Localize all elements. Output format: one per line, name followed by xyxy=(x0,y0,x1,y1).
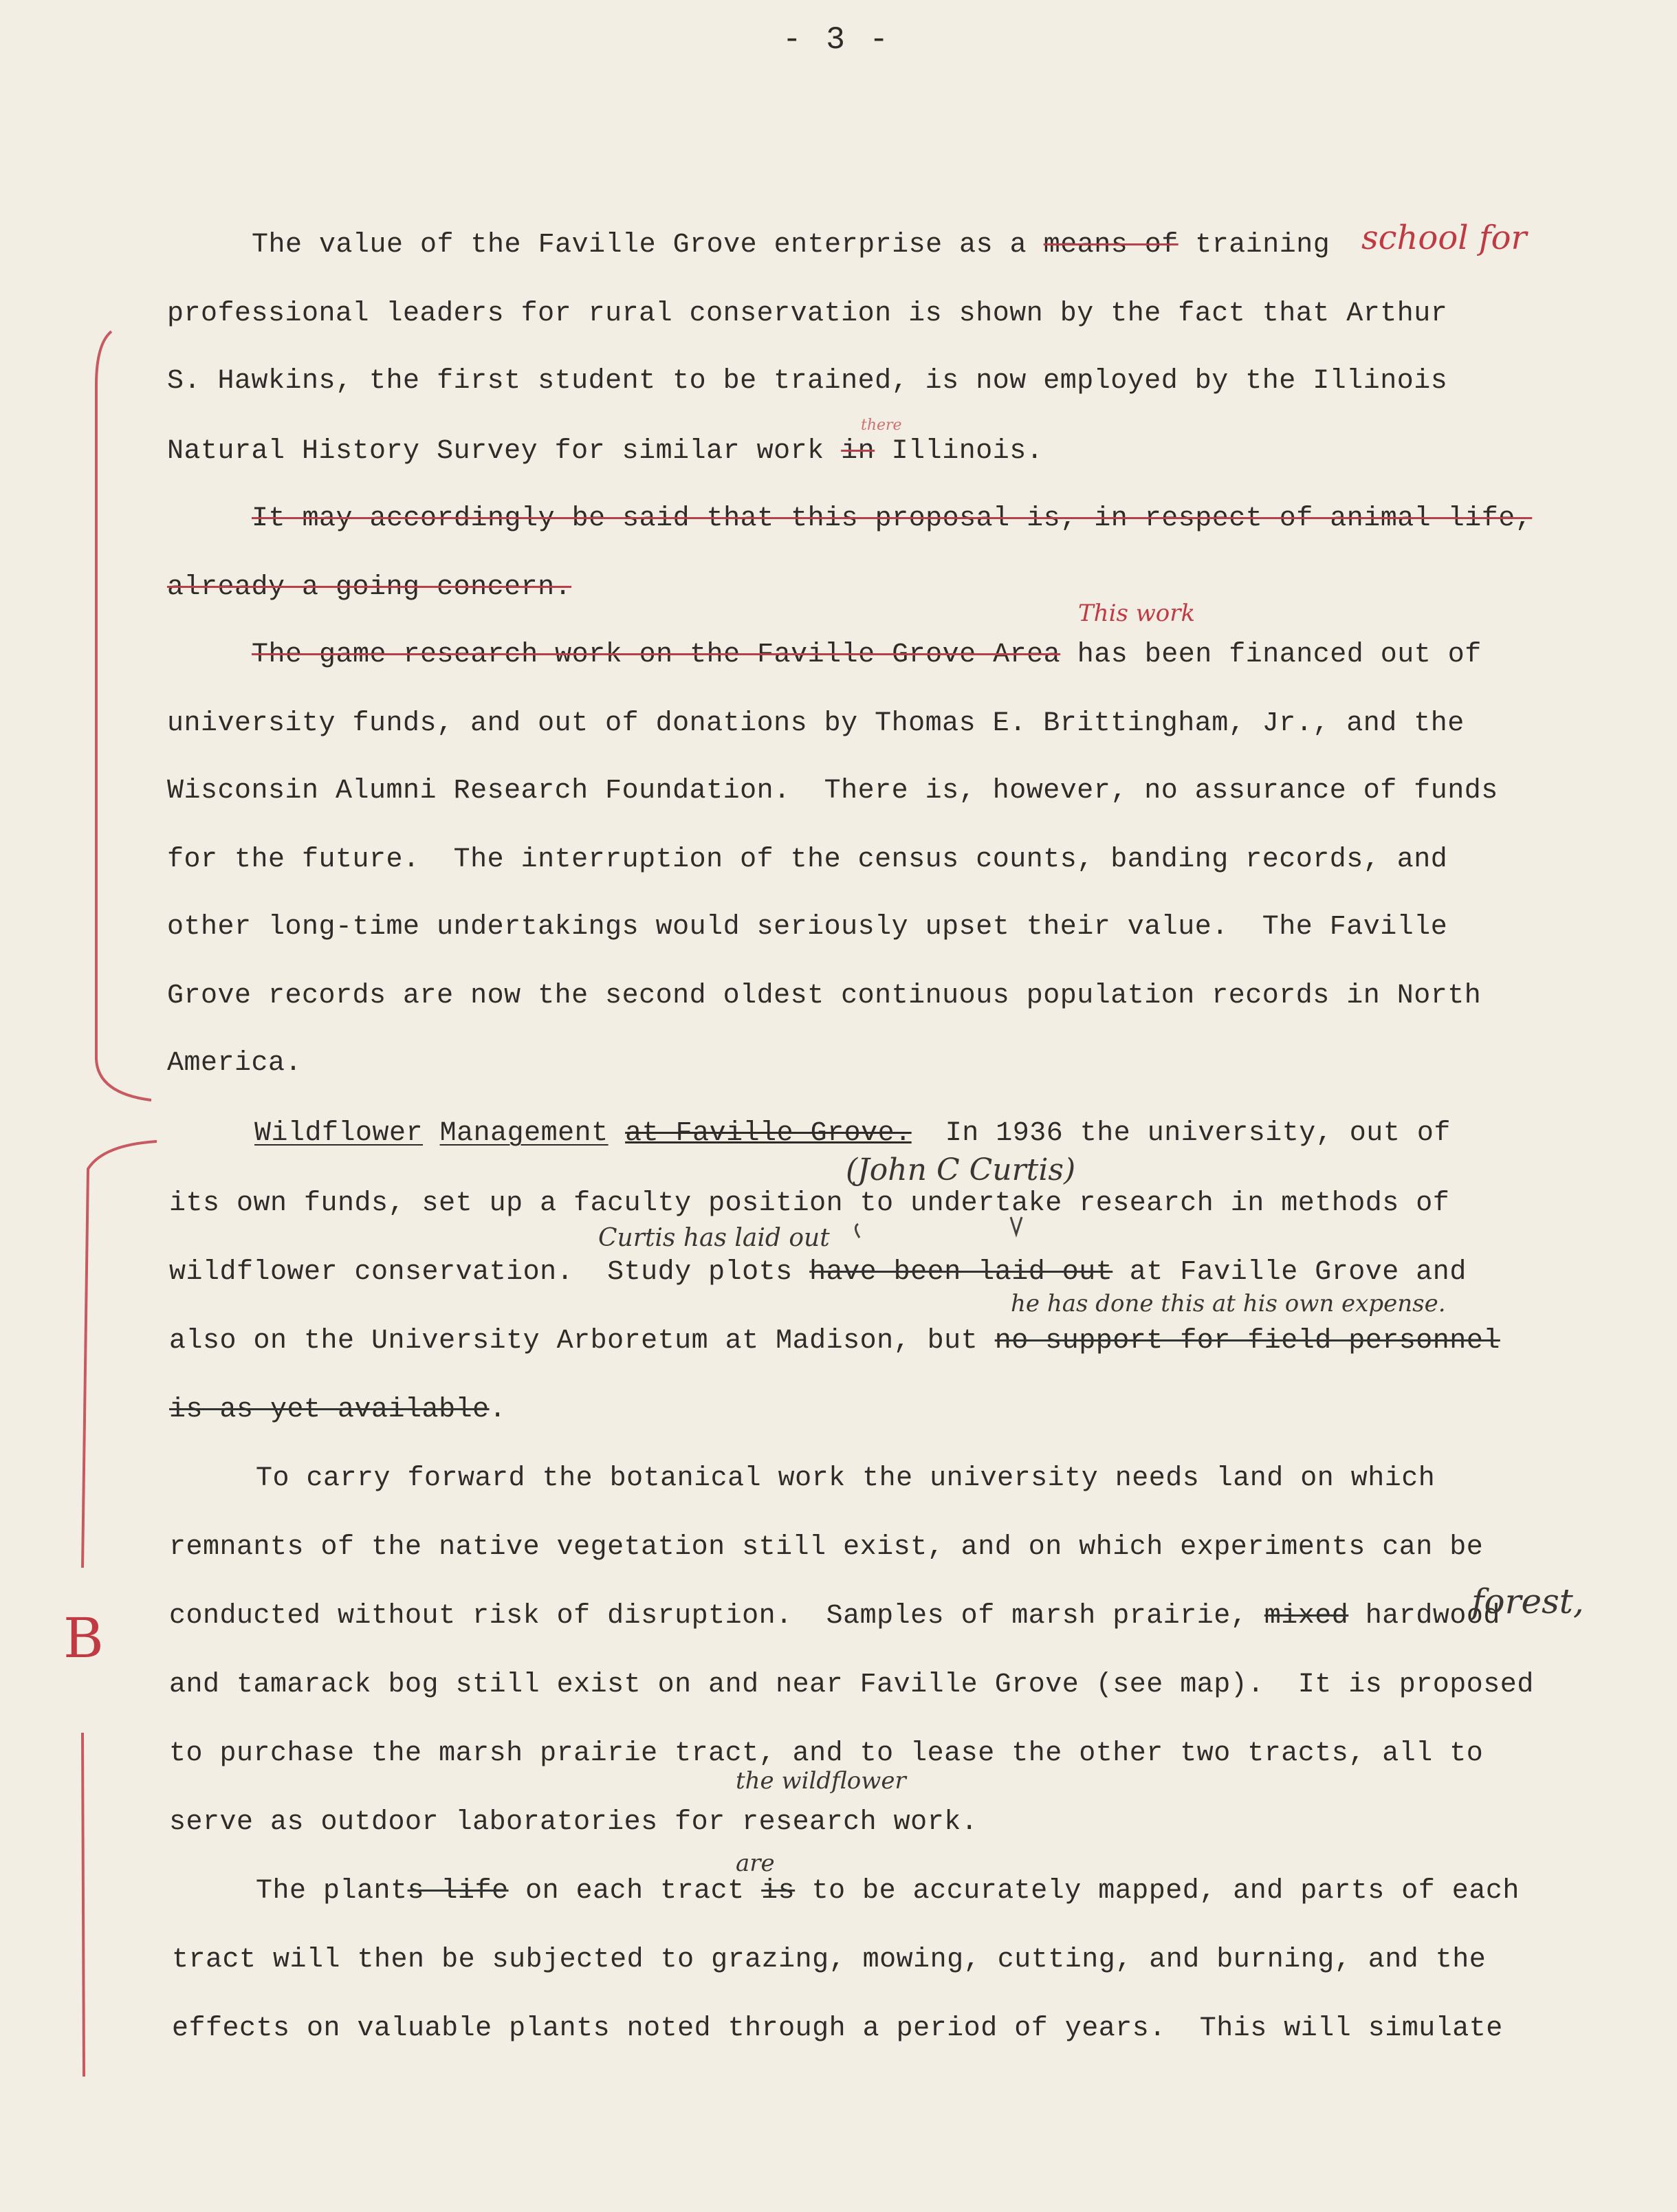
struck-text: no support for field personnel xyxy=(994,1326,1500,1357)
paragraph-1-line-2: professional leaders for rural conservation is shown by the fact that Arthur xyxy=(167,298,1448,329)
paragraph-5-line-3: conducted without risk of disruption. Samples of marsh prairie, mixed hardwood xyxy=(169,1601,1500,1632)
paragraph-5-line-4: and tamarack bog still exist on and near Faville Grove (see map). It is proposed xyxy=(169,1669,1534,1700)
paragraph-5-line-6: serve as outdoor laboratories for research work. xyxy=(169,1807,978,1838)
paragraph-3-line-5: other long-time undertakings would seriously upset their value. The Faville xyxy=(167,912,1448,943)
paragraph-4-line-2: its own funds, set up a faculty position to undertake research in methods of xyxy=(169,1188,1450,1219)
struck-text: means of xyxy=(1043,230,1179,261)
margin-letter: B xyxy=(63,1606,104,1670)
handwritten-insertion: (John C Curtis) xyxy=(846,1152,1076,1187)
handwritten-insertion: are xyxy=(736,1850,775,1877)
paragraph-5-line-1: To carry forward the botanical work the university needs land on which xyxy=(256,1463,1436,1494)
handwritten-insertion: the wildflower xyxy=(736,1767,906,1795)
handwritten-insertion: forest, xyxy=(1471,1581,1584,1621)
paragraph-5-line-2: remnants of the native vegetation still exist, and on which experiments can be xyxy=(169,1532,1484,1563)
paragraph-6-line-3: effects on valuable plants noted through a period of years. This will simulate xyxy=(172,2013,1503,2044)
paragraph-4-line-4: also on the University Arboretum at Madison, but no support for field personnel xyxy=(169,1326,1500,1357)
page-number: - 3 - xyxy=(782,22,892,58)
margin-bracket-b-upper xyxy=(83,1141,157,1568)
struck-text: mixed xyxy=(1264,1601,1349,1632)
paragraph-1-line-1: The value of the Faville Grove enterprise as a means of training xyxy=(252,230,1330,261)
paragraph-5-line-5: to purchase the marsh prairie tract, and to lease the other two tracts, all to xyxy=(169,1738,1484,1769)
paragraph-3-line-2: university funds, and out of donations by Thomas E. Brittingham, Jr., and the xyxy=(167,708,1465,739)
struck-text: have been laid out xyxy=(809,1257,1113,1288)
struck-text: in xyxy=(841,436,875,467)
struck-text: is as yet available xyxy=(169,1394,490,1425)
paragraph-3-line-6: Grove records are now the second oldest continuous population records in North xyxy=(167,981,1482,1011)
caret-mark xyxy=(855,1224,859,1238)
paragraph-1-line-4: Natural History Survey for similar work in Illinois. xyxy=(167,436,1044,467)
paragraph-2-line-1: It may accordingly be said that this proposal is, in respect of animal life, xyxy=(252,503,1533,534)
paragraph-1-line-3: S. Hawkins, the first student to be trained, is now employed by the Illinois xyxy=(167,366,1448,397)
struck-text: at Faville Grove. xyxy=(625,1118,912,1149)
paragraph-3-line-7: America. xyxy=(167,1048,303,1079)
struck-text: The game research work on the Faville Grove Area xyxy=(252,639,1061,670)
struck-text: s life xyxy=(407,1876,509,1907)
paragraph-3-line-1: The game research work on the Faville Grove Area has been financed out of xyxy=(252,639,1482,670)
paragraph-3-line-3: Wisconsin Alumni Research Foundation. There is, however, no assurance of funds xyxy=(167,776,1498,807)
underlined-heading: Management xyxy=(439,1118,609,1149)
margin-bracket-b-lower xyxy=(83,1733,84,2077)
paragraph-2-line-2: already a going concern. xyxy=(167,572,572,603)
handwritten-insertion: This work xyxy=(1078,600,1196,627)
paragraph-4-line-1: Wildflower Management at Faville Grove. In 1936 the university, out of xyxy=(254,1118,1451,1149)
struck-text: is xyxy=(761,1876,796,1907)
handwritten-insertion: Curtis has laid out xyxy=(598,1224,830,1252)
underlined-heading: Wildflower xyxy=(254,1118,424,1149)
paragraph-6-line-1: The plants life on each tract is to be accurately mapped, and parts of each xyxy=(256,1876,1520,1907)
paragraph-3-line-4: for the future. The interruption of the census counts, banding records, and xyxy=(167,844,1448,875)
handwritten-insertion: there xyxy=(861,417,902,434)
handwritten-insertion: he has done this at his own expense. xyxy=(1011,1290,1446,1317)
paragraph-4-line-3: wildflower conservation. Study plots have been laid out at Faville Grove and xyxy=(169,1257,1467,1288)
handwritten-insertion: school for xyxy=(1361,219,1527,257)
paragraph-4-line-5: is as yet available. xyxy=(169,1394,507,1425)
margin-bracket-a xyxy=(96,331,151,1100)
paragraph-6-line-2: tract will then be subjected to grazing, mowing, cutting, and burning, and the xyxy=(172,1945,1487,1975)
